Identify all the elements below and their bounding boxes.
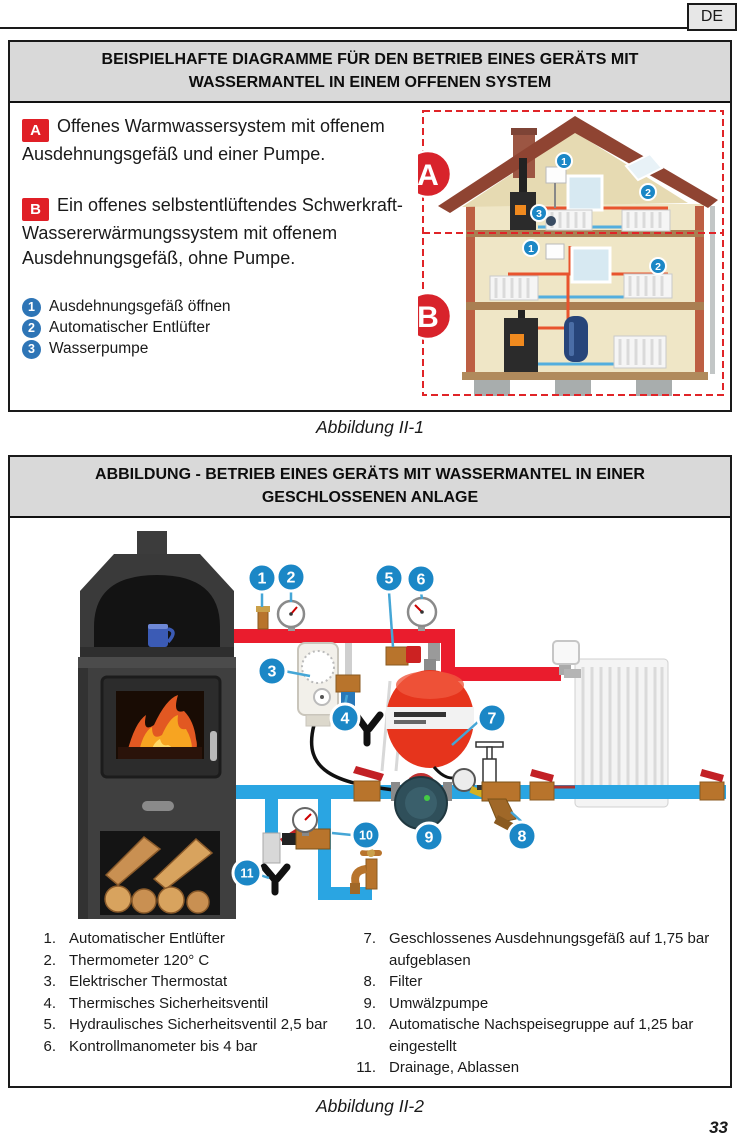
closed-system-svg xyxy=(14,519,726,925)
figure2-legend-left xyxy=(26,928,344,1057)
legend-item xyxy=(346,993,722,1015)
legend-dot-1: 1 xyxy=(22,298,41,317)
legend-item-2 xyxy=(22,318,420,339)
water-tank xyxy=(564,316,588,362)
house-callout-b1 xyxy=(523,240,539,256)
svg-text:6: 6 xyxy=(416,571,426,589)
legend-num: 8. xyxy=(363,973,376,990)
house-callout-a1 xyxy=(556,153,572,169)
legend-num: 1. xyxy=(43,930,56,947)
ball-valve xyxy=(700,769,724,800)
callout-9 xyxy=(415,823,443,851)
badge-b: B xyxy=(22,198,49,221)
figure1-box xyxy=(8,40,732,412)
svg-text:B: B xyxy=(418,301,439,334)
legend-text: Thermisches Sicherheitsventil xyxy=(69,994,269,1012)
svg-text:8: 8 xyxy=(517,828,527,846)
header-rule xyxy=(0,27,734,29)
svg-text:11: 11 xyxy=(240,866,254,881)
marker-b xyxy=(418,293,451,339)
callout-10 xyxy=(332,821,380,849)
svg-text:2: 2 xyxy=(286,569,296,587)
svg-text:A: A xyxy=(418,159,439,192)
figure2-header-text: ABBILDUNG - BETRIEB EINES GERÄTS MIT WASSERMANTEL IN EINER GESCHLOSSENEN ANLAGE xyxy=(95,466,645,506)
legend-item-1 xyxy=(22,297,420,318)
svg-text:1: 1 xyxy=(528,243,534,255)
legend-text: Umwälzpumpe xyxy=(389,994,489,1012)
legend-num: 9. xyxy=(363,994,376,1012)
callout-2 xyxy=(277,563,305,602)
legend-text: Geschlossenes Ausdehnungsgefäß auf 1,75 bar aufgeblasen xyxy=(389,930,710,969)
legend-text: Automatische Nachspeisegruppe auf 1,25 bar eingestellt xyxy=(389,1016,694,1055)
legend-item xyxy=(346,928,722,971)
language-tab-label: DE xyxy=(700,8,724,25)
figure1-header xyxy=(10,42,730,103)
paragraph-a-text: Offenes Warmwassersystem mit offenem Ausdehnungsgefäß und einer Pumpe. xyxy=(22,116,385,165)
badge-a: A xyxy=(22,119,49,142)
legend-text: Drainage, Ablassen xyxy=(389,1059,520,1076)
house-illustration xyxy=(418,106,730,402)
legend-num: 3. xyxy=(43,973,56,990)
window xyxy=(568,176,602,210)
legend-num: 11. xyxy=(356,1059,376,1076)
legend-item xyxy=(346,1057,722,1079)
legend-dot-2: 2 xyxy=(22,319,41,338)
legend-num: 2. xyxy=(43,951,56,969)
legend-text: Filter xyxy=(389,973,423,990)
svg-text:5: 5 xyxy=(384,570,394,588)
figure2-legend-right xyxy=(346,928,722,1079)
paragraph-b xyxy=(22,193,420,272)
legend-text: Kontrollmanometer bis 4 bar xyxy=(69,1037,258,1055)
window xyxy=(572,248,610,282)
legend-num: 7. xyxy=(363,930,376,947)
legend-num: 4. xyxy=(43,994,56,1012)
legend-item xyxy=(346,1014,722,1057)
legend-dot-3: 3 xyxy=(22,340,41,359)
figure1-caption: Abbildung II-1 xyxy=(316,417,424,437)
figure2-box xyxy=(8,455,732,1088)
legend-text: Hydraulisches Sicherheitsventil 2,5 bar xyxy=(69,1016,328,1033)
figure1-header-text: BEISPIELHAFTE DIAGRAMME FÜR DEN BETRIEB EINES GERÄTS MIT WASSERMANTEL IN EINEM OFFENEN SYSTEM xyxy=(101,51,639,91)
callout-1 xyxy=(248,564,276,607)
svg-text:7: 7 xyxy=(487,710,497,728)
legend-text-1: Ausdehnungsgefäß öffnen xyxy=(49,298,231,316)
house-callout-b2 xyxy=(650,258,666,274)
legend-item xyxy=(26,950,344,972)
paragraph-b-text: Ein offenes selbstentlüftendes Schwerkraft-Wassererwärmungssystem mit offenem Ausdehnungsgefäß, ohne Pumpe. xyxy=(22,194,403,269)
legend-num: 10. xyxy=(355,1016,376,1033)
figure2-caption: Abbildung II-2 xyxy=(316,1096,424,1116)
language-tab xyxy=(687,3,737,31)
legend-item xyxy=(26,928,344,950)
radiator xyxy=(614,336,666,368)
svg-text:9: 9 xyxy=(424,829,434,847)
ball-valve xyxy=(353,766,384,801)
legend-item xyxy=(346,971,722,993)
legend-text: Automatischer Entlüfter xyxy=(69,930,225,947)
water-pump xyxy=(546,216,556,226)
svg-text:1: 1 xyxy=(257,570,267,588)
figure1-description xyxy=(22,114,420,360)
closed-system-illustration xyxy=(14,519,726,925)
paragraph-a xyxy=(22,114,420,168)
house-callout-a2 xyxy=(640,184,656,200)
legend-item xyxy=(26,971,344,993)
wood-stove xyxy=(78,531,236,919)
svg-text:3: 3 xyxy=(536,208,542,220)
drain-tap xyxy=(350,849,382,894)
svg-text:3: 3 xyxy=(267,663,277,681)
door-handle xyxy=(210,731,217,761)
legend-text-2: Automatischer Entlüfter xyxy=(49,319,211,337)
page-number: 33 xyxy=(709,1118,728,1137)
thermal-safety-valve xyxy=(336,643,360,706)
thermometer xyxy=(278,601,304,631)
legend-num: 5. xyxy=(43,1016,56,1033)
legend-item xyxy=(26,1036,344,1058)
figure2-header xyxy=(10,457,730,518)
manometer xyxy=(408,598,436,631)
svg-text:2: 2 xyxy=(655,261,661,273)
legend-text: Thermometer 120° C xyxy=(69,951,210,969)
svg-text:2: 2 xyxy=(645,187,651,199)
figure1-legend xyxy=(22,297,420,360)
house-callout-a3 xyxy=(531,205,547,221)
air-vent xyxy=(256,606,270,629)
legend-item-3 xyxy=(22,339,420,360)
svg-text:10: 10 xyxy=(359,828,373,843)
legend-text-3: Wasserpumpe xyxy=(49,340,149,358)
legend-item xyxy=(26,1014,344,1036)
svg-text:1: 1 xyxy=(561,156,567,168)
hydraulic-safety-valve xyxy=(386,646,421,665)
marker-a xyxy=(418,151,451,197)
svg-text:4: 4 xyxy=(340,710,350,728)
callout-6 xyxy=(407,565,435,599)
open-expansion-vessel xyxy=(546,244,564,259)
legend-text: Elektrischer Thermostat xyxy=(69,973,228,990)
downspout xyxy=(710,206,715,374)
legend-item xyxy=(26,993,344,1015)
house-svg xyxy=(418,106,730,402)
legend-num: 6. xyxy=(43,1037,56,1055)
circulation-pump xyxy=(391,773,452,829)
